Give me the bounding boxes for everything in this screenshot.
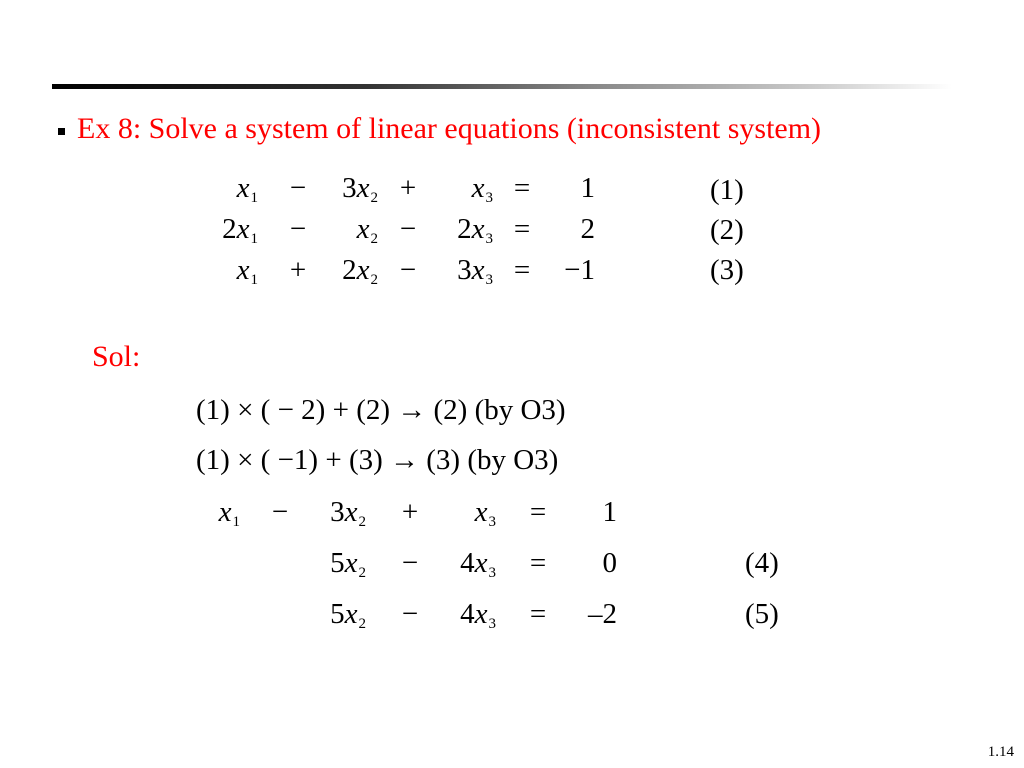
term-x1: $x_1$ <box>236 254 258 288</box>
slide-title: Ex 8: Solve a system of linear equations (inconsistent system) <box>77 112 822 145</box>
solution-label: Sol: <box>92 340 141 373</box>
rhs-value: –2 <box>588 598 617 630</box>
term-x1: $2x_1$ <box>222 213 258 247</box>
rhs-value: 2 <box>580 213 595 245</box>
term-x2: $2x_2$ <box>342 254 378 288</box>
term-x3: $x_3$ <box>471 172 493 206</box>
operator: + <box>401 496 419 528</box>
title-divider-line <box>52 84 952 89</box>
term-x3: $x_3$ <box>474 496 496 530</box>
equals-sign: = <box>529 496 547 528</box>
term-x3: $3x_3$ <box>457 254 493 288</box>
equation-label: (3) <box>710 254 744 286</box>
equation-label: (2) <box>710 214 744 246</box>
bullet-icon <box>58 128 65 135</box>
rhs-value: 1 <box>602 496 617 528</box>
term-x1: $x_1$ <box>236 172 258 206</box>
term-x1: $x_1$ <box>218 496 240 530</box>
term-x2: $5x_2$ <box>330 547 366 581</box>
row-operation: (1) × ( − 2) + (2) → (2) (by O3) <box>196 394 566 426</box>
equals-sign: = <box>513 213 531 245</box>
term-x2: $5x_2$ <box>330 598 366 632</box>
term-x2: $3x_2$ <box>330 496 366 530</box>
rhs-value: −1 <box>564 254 595 286</box>
equals-sign: = <box>513 254 531 286</box>
term-x3: $4x_3$ <box>460 547 496 581</box>
rhs-value: 1 <box>580 172 595 204</box>
equals-sign: = <box>529 547 547 579</box>
equals-sign: = <box>529 598 547 630</box>
equation-label: (5) <box>745 598 779 630</box>
operator: − <box>289 213 307 245</box>
operator: − <box>401 598 419 630</box>
equation-label: (1) <box>710 174 744 206</box>
operator: − <box>401 547 419 579</box>
operator: + <box>399 172 417 204</box>
term-x2: $3x_2$ <box>342 172 378 206</box>
operator: − <box>271 496 289 528</box>
operator: + <box>289 254 307 286</box>
term-x3: $4x_3$ <box>460 598 496 632</box>
rhs-value: 0 <box>602 547 617 579</box>
operator: − <box>399 254 417 286</box>
row-operation: (1) × ( −1) + (3) → (3) (by O3) <box>196 444 559 476</box>
operator: − <box>289 172 307 204</box>
equation-label: (4) <box>745 547 779 579</box>
page-number: 1.14 <box>987 744 1014 760</box>
term-x2: $x_2$ <box>356 213 378 247</box>
equals-sign: = <box>513 172 531 204</box>
operator: − <box>399 213 417 245</box>
term-x3: $2x_3$ <box>457 213 493 247</box>
